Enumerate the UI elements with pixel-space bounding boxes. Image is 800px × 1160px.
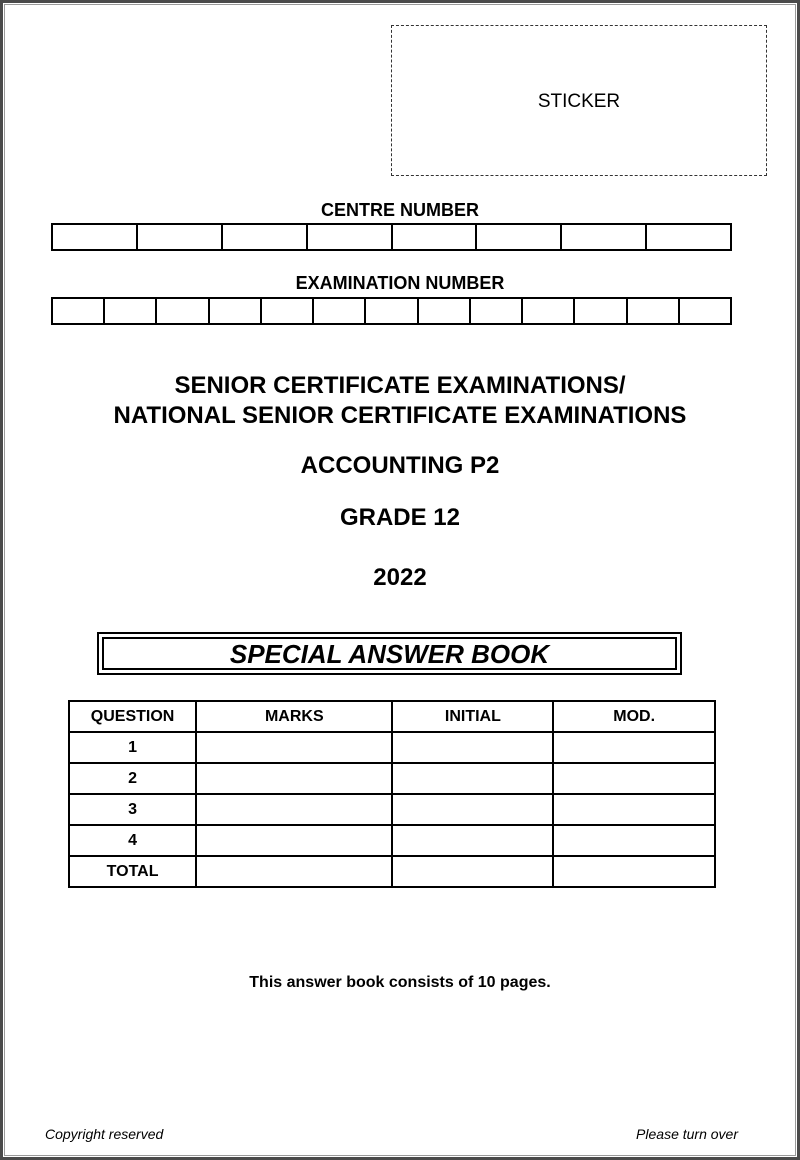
total-label: TOTAL bbox=[69, 856, 196, 887]
answer-book-banner bbox=[97, 632, 682, 675]
centre-number-digit-box[interactable] bbox=[562, 225, 647, 249]
examination-number-digit-box[interactable] bbox=[628, 299, 680, 323]
centre-number-digit-box[interactable] bbox=[477, 225, 562, 249]
initial-cell[interactable] bbox=[392, 825, 553, 856]
examination-number-digit-box[interactable] bbox=[680, 299, 730, 323]
header-mod: MOD. bbox=[553, 701, 715, 732]
examination-number-digit-box[interactable] bbox=[366, 299, 418, 323]
sticker-label: STICKER bbox=[537, 91, 621, 112]
marks-cell[interactable] bbox=[196, 825, 392, 856]
examination-number-digit-box[interactable] bbox=[53, 299, 105, 323]
centre-number-digit-box[interactable] bbox=[53, 225, 138, 249]
sticker-area bbox=[391, 25, 767, 176]
header-initial: INITIAL bbox=[392, 701, 553, 732]
question-number: 2 bbox=[69, 763, 196, 794]
centre-number-digit-box[interactable] bbox=[138, 225, 223, 249]
turn-over-note: Please turn over bbox=[636, 1126, 738, 1142]
header-question: QUESTION bbox=[69, 701, 196, 732]
initial-cell[interactable] bbox=[392, 763, 553, 794]
table-row bbox=[69, 825, 715, 856]
table-row bbox=[69, 763, 715, 794]
exam-title-line-2: NATIONAL SENIOR CERTIFICATE EXAMINATIONS bbox=[113, 402, 687, 429]
examination-number-label: EXAMINATION NUMBER bbox=[295, 273, 505, 293]
question-number: 3 bbox=[69, 794, 196, 825]
mod-cell[interactable] bbox=[553, 763, 715, 794]
table-row-total bbox=[69, 856, 715, 887]
mod-cell[interactable] bbox=[553, 794, 715, 825]
centre-number-digit-box[interactable] bbox=[647, 225, 730, 249]
marks-table-header-row bbox=[69, 701, 715, 732]
marks-cell[interactable] bbox=[196, 763, 392, 794]
mod-cell[interactable] bbox=[553, 856, 715, 887]
answer-book-title: SPECIAL ANSWER BOOK bbox=[102, 637, 677, 670]
centre-number-label: CENTRE NUMBER bbox=[320, 200, 479, 220]
examination-number-boxes[interactable] bbox=[51, 297, 732, 325]
header-marks: MARKS bbox=[196, 701, 392, 732]
marks-table bbox=[68, 700, 716, 888]
marks-cell[interactable] bbox=[196, 856, 392, 887]
examination-number-digit-box[interactable] bbox=[314, 299, 366, 323]
year-title: 2022 bbox=[373, 564, 427, 591]
table-row bbox=[69, 732, 715, 763]
initial-cell[interactable] bbox=[392, 794, 553, 825]
marks-cell[interactable] bbox=[196, 732, 392, 763]
marks-cell[interactable] bbox=[196, 794, 392, 825]
centre-number-digit-box[interactable] bbox=[223, 225, 308, 249]
examination-number-digit-box[interactable] bbox=[105, 299, 157, 323]
mod-cell[interactable] bbox=[553, 825, 715, 856]
copyright-note: Copyright reserved bbox=[45, 1126, 164, 1142]
centre-number-digit-box[interactable] bbox=[308, 225, 393, 249]
examination-number-digit-box[interactable] bbox=[523, 299, 575, 323]
examination-number-digit-box[interactable] bbox=[419, 299, 471, 323]
question-number: 1 bbox=[69, 732, 196, 763]
examination-number-digit-box[interactable] bbox=[157, 299, 209, 323]
exam-title-line-1: SENIOR CERTIFICATE EXAMINATIONS/ bbox=[174, 372, 626, 399]
examination-number-digit-box[interactable] bbox=[210, 299, 262, 323]
centre-number-boxes[interactable] bbox=[51, 223, 732, 251]
subject-title: ACCOUNTING P2 bbox=[300, 452, 500, 479]
page-count-note: This answer book consists of 10 pages. bbox=[249, 974, 551, 991]
question-number: 4 bbox=[69, 825, 196, 856]
examination-number-digit-box[interactable] bbox=[471, 299, 523, 323]
initial-cell[interactable] bbox=[392, 732, 553, 763]
examination-number-digit-box[interactable] bbox=[262, 299, 314, 323]
mod-cell[interactable] bbox=[553, 732, 715, 763]
table-row bbox=[69, 794, 715, 825]
centre-number-digit-box[interactable] bbox=[393, 225, 478, 249]
examination-number-digit-box[interactable] bbox=[575, 299, 627, 323]
initial-cell[interactable] bbox=[392, 856, 553, 887]
grade-title: GRADE 12 bbox=[339, 504, 461, 531]
